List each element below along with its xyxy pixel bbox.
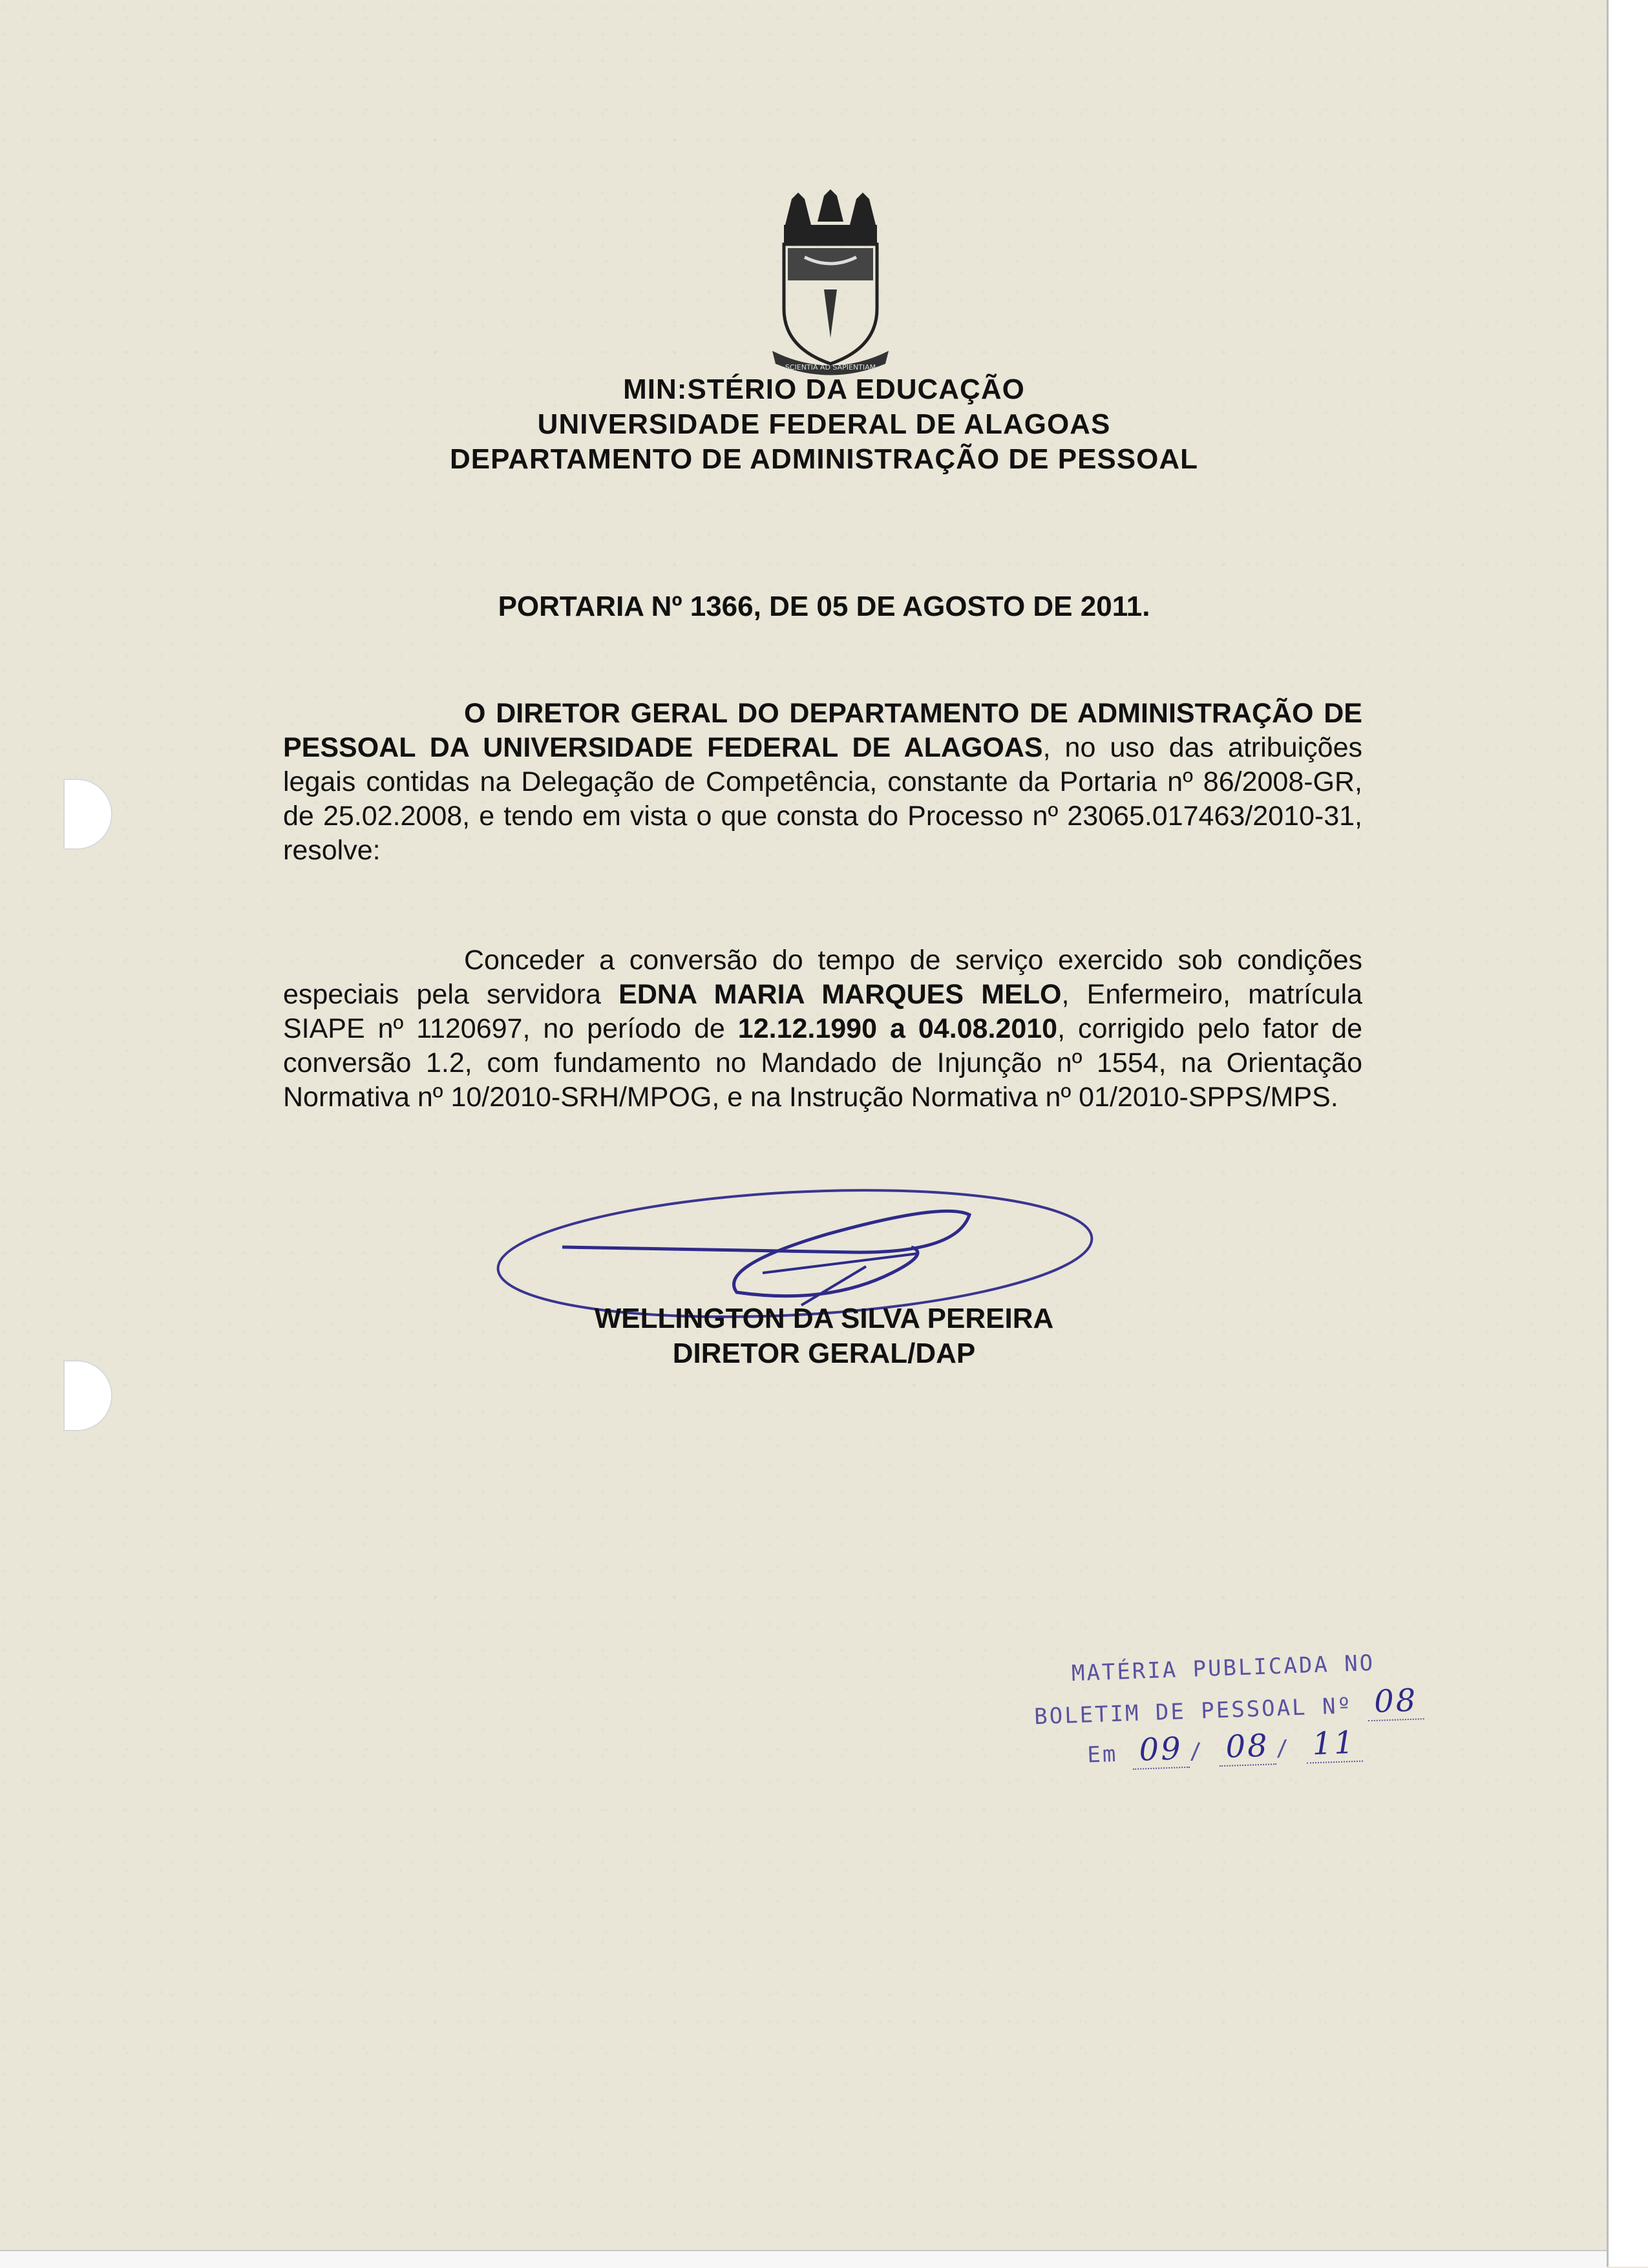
resolution-text-2: , Enfermeiro, matrícula SIAPE nº 1120697, no período de bbox=[283, 979, 1362, 1044]
resolution-paragraph bbox=[283, 943, 1362, 1115]
department-header: DEPARTAMENTO DE ADMINISTRAÇÃO DE PESSOAL bbox=[450, 443, 1198, 475]
stamp-day: 09 bbox=[1132, 1730, 1190, 1770]
stamp-year: 11 bbox=[1305, 1725, 1363, 1764]
ministry-header: MIN:STÉRIO DA EDUCAÇÃO bbox=[623, 373, 1025, 405]
publication-stamp bbox=[1032, 1646, 1488, 1769]
signatory-name: WELLINGTON DA SILVA PEREIRA bbox=[594, 1303, 1054, 1334]
crest-motto: SCIENTIA AD SAPIENTIAM bbox=[785, 363, 876, 372]
resolution-text-1: Conceder a conversão do tempo de serviço exercido sob condições especiais pela servidora bbox=[283, 945, 1362, 1010]
preamble-text: , no uso das atribuições legais contidas na Delegação de Competência, constante da Portaria nº 86/2008-GR, de 25.02.2008, e tendo em vista o que consta do Processo nº 23065.017463/2010-31, resolve: bbox=[283, 732, 1362, 866]
stamp-month: 08 bbox=[1219, 1727, 1276, 1767]
preamble-paragraph bbox=[283, 697, 1362, 868]
service-period: 12.12.1990 a 04.08.2010 bbox=[737, 1013, 1058, 1044]
resolution-text-3: , corrigido pelo fator de conversão 1.2, com fundamento no Mandado de Injunção nº 1554, na Orientação Normativa nº 10/2010-SRH/MPOG, e na Instrução Normativa nº 01/2010-SPPS/MPS. bbox=[283, 1013, 1363, 1113]
preamble-authority: O DIRETOR GERAL DO DEPARTAMENTO DE ADMINISTRAÇÃO DE PESSOAL DA UNIVERSIDADE FEDERAL DE ALAGOAS bbox=[283, 698, 1362, 763]
employee-name: EDNA MARIA MARQUES MELO bbox=[618, 979, 1062, 1010]
university-crest-icon bbox=[766, 186, 895, 380]
stamp-line-3: Em 09 / 08 / 11 bbox=[1035, 1720, 1488, 1769]
ordinance-title: PORTARIA Nº 1366, DE 05 DE AGOSTO DE 2011. bbox=[498, 591, 1150, 622]
stamp-line-1: MATÉRIA PUBLICADA NO bbox=[1071, 1650, 1375, 1687]
stamp-boletim-label: BOLETIM DE PESSOAL Nº bbox=[1033, 1693, 1353, 1730]
stamp-date-label: Em bbox=[1086, 1741, 1119, 1769]
university-header: UNIVERSIDADE FEDERAL DE ALAGOAS bbox=[537, 408, 1111, 440]
scan-margin bbox=[1607, 0, 1648, 2267]
scan-bottom-edge bbox=[0, 2250, 1607, 2268]
signatory-role: DIRETOR GERAL/DAP bbox=[672, 1338, 976, 1369]
boletim-number: 08 bbox=[1367, 1682, 1424, 1721]
